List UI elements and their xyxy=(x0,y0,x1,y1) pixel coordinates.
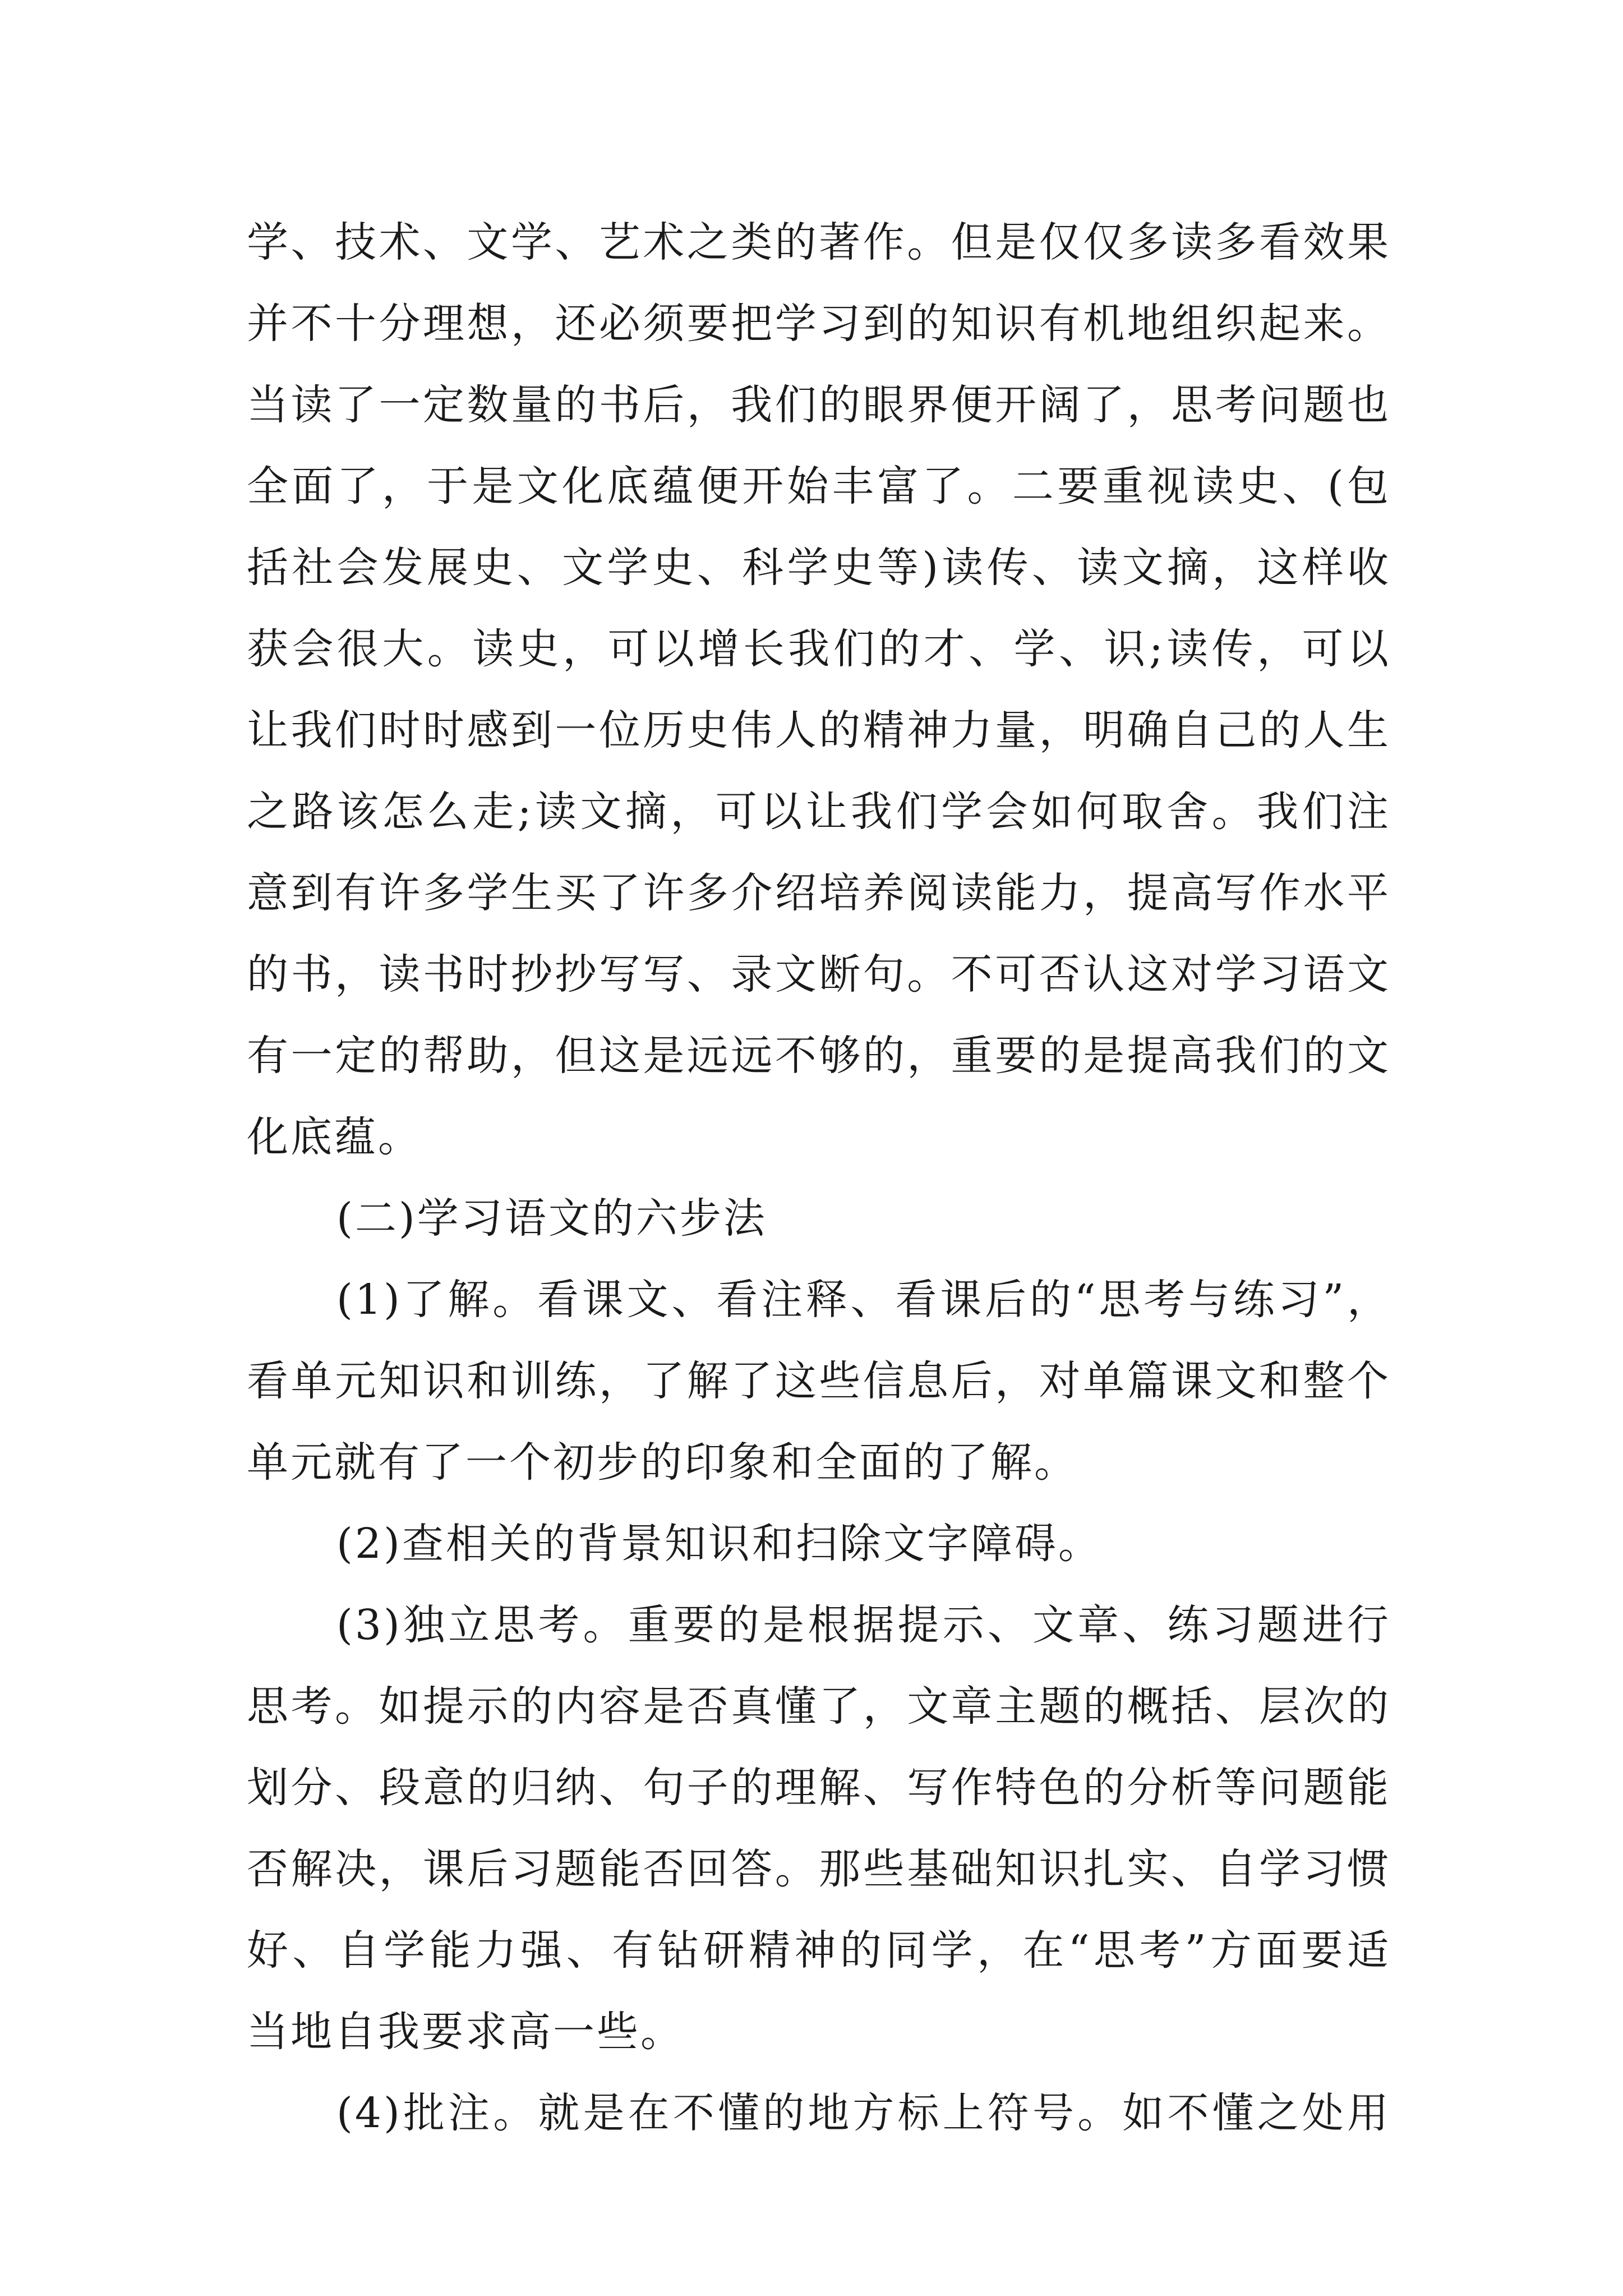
text-line: 划分、段意的归纳、句子的理解、写作特色的分析等问题能 xyxy=(247,1764,1391,1812)
text-line: 学、技术、文学、艺术之类的著作。但是仅仅多读多看效果 xyxy=(247,218,1391,266)
text-line: 有一定的帮助，但这是远远不够的，重要的是提高我们的文 xyxy=(247,1032,1391,1080)
text-line: (1)了解。看课文、看注释、看课后的“思考与练习”， xyxy=(336,1276,1391,1324)
text-line: (二)学习语文的六步法 xyxy=(336,1194,767,1243)
text-line: (3)独立思考。重要的是根据提示、文章、练习题进行 xyxy=(336,1601,1391,1649)
text-line: (2)查相关的背景知识和扫除文字障碍。 xyxy=(336,1520,1102,1568)
text-line: 括社会发展史、文学史、科学史等)读传、读文摘，这样收 xyxy=(247,544,1391,592)
text-line: 当读了一定数量的书后，我们的眼界便开阔了，思考问题也 xyxy=(247,381,1391,429)
text-line: 之路该怎么走;读文摘，可以让我们学会如何取舍。我们注 xyxy=(247,788,1391,836)
text-line: 否解决，课后习题能否回答。那些基础知识扎实、自学习惯 xyxy=(247,1845,1391,1893)
text-line: 的书，读书时抄抄写写、录文断句。不可否认这对学习语文 xyxy=(247,950,1391,999)
text-line: 获会很大。读史，可以增长我们的才、学、识;读传，可以 xyxy=(247,625,1391,673)
text-line: 看单元知识和训练，了解了这些信息后，对单篇课文和整个 xyxy=(247,1357,1391,1405)
text-line: 化底蕴。 xyxy=(247,1113,422,1161)
text-line: 单元就有了一个初步的印象和全面的了解。 xyxy=(247,1438,1078,1487)
body-text xyxy=(247,202,1391,2154)
text-line: 当地自我要求高一些。 xyxy=(247,2008,684,2056)
text-line: 全面了，于是文化底蕴便开始丰富了。二要重视读史、(包 xyxy=(247,462,1391,510)
text-line: 思考。如提示的内容是否真懂了，文章主题的概括、层次的 xyxy=(247,1682,1391,1731)
text-line: 好、自学能力强、有钻研精神的同学，在“思考”方面要适 xyxy=(247,1926,1391,1975)
text-line: 并不十分理想，还必须要把学习到的知识有机地组织起来。 xyxy=(247,300,1391,348)
text-line: (4)批注。就是在不懂的地方标上符号。如不懂之处用 xyxy=(336,2089,1391,2137)
text-line: 让我们时时感到一位历史伟人的精神力量，明确自己的人生 xyxy=(247,706,1391,754)
text-line: 意到有许多学生买了许多介绍培养阅读能力，提高写作水平 xyxy=(247,869,1391,917)
